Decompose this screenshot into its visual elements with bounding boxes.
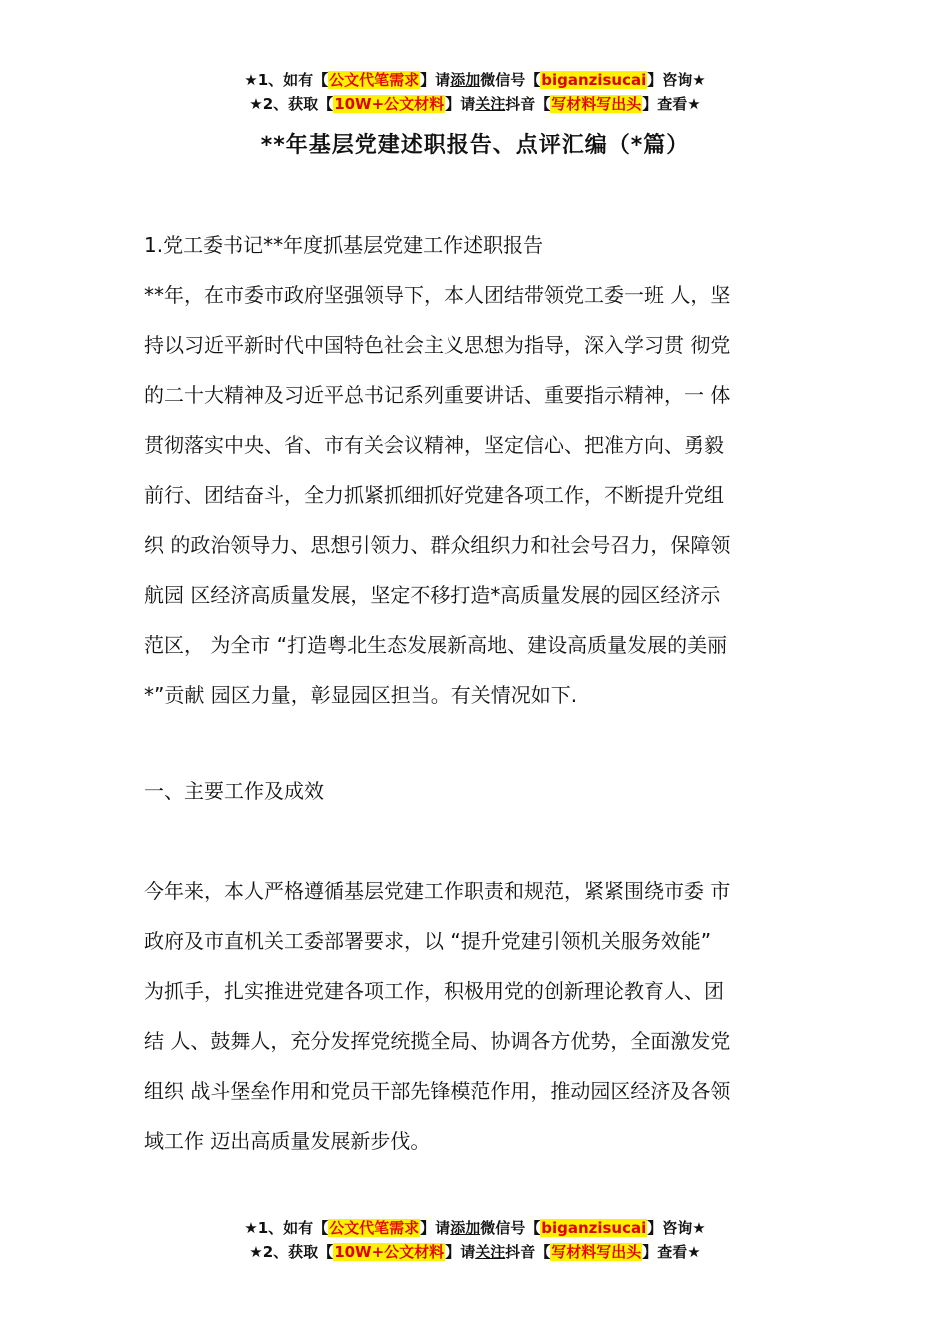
banner-text: 抖音【 [505, 95, 551, 113]
banner-line-1 [0, 68, 950, 92]
paragraph-line: 持以习近平新时代中国特色社会主义思想为指导，深入学习贯 彻党 [144, 333, 731, 357]
section-heading: 一、主要工作及成效 [144, 779, 324, 803]
paragraph-line: 组织 战斗堡垒作用和党员干部先锋模范作用，推动园区经济及各领 [144, 1079, 731, 1103]
highlight-service: 公文代笔需求 [329, 71, 420, 89]
paragraph-work [144, 866, 810, 1166]
highlight-wechat-id: biganzisucai [541, 71, 647, 89]
banner-text: ★1、如有【 [244, 1219, 329, 1237]
highlight-service: 公文代笔需求 [329, 1219, 420, 1237]
banner-text: 】查看★ [642, 1243, 701, 1261]
underlined-text: 关注 [475, 1243, 506, 1261]
banner-text: 微信号【 [480, 71, 541, 89]
banner-text: ★1、如有【 [244, 71, 329, 89]
banner-text: 】请 [420, 1219, 451, 1237]
paragraph-line: 为抓手，扎实推进党建各项工作，积极用党的创新理论教育人、团 [144, 979, 724, 1003]
paragraph-line: 航园 区经济高质量发展，坚定不移打造*高质量发展的园区经济示 [144, 583, 721, 607]
paragraph-line: 今年来，本人严格遵循基层党建工作职责和规范，紧紧围绕市委 市 [144, 879, 731, 903]
paragraph-line: 结 人、鼓舞人，充分发挥党统揽全局、协调各方优势，全面激发党 [144, 1029, 731, 1053]
paragraph-line: **年，在市委市政府坚强领导下，本人团结带领党工委一班 人，坚 [144, 283, 731, 307]
paragraph-line: 织 的政治领导力、思想引领力、群众组织力和社会号召力，保障领 [144, 533, 731, 557]
highlight-wechat-id: biganzisucai [541, 1219, 647, 1237]
underlined-text: 关注 [475, 95, 506, 113]
banner-line-2 [0, 1240, 950, 1264]
banner-text: 微信号【 [480, 1219, 541, 1237]
underlined-text: 添加 [450, 1219, 481, 1237]
banner-text: 】咨询★ [647, 1219, 706, 1237]
bottom-banner [0, 1216, 950, 1264]
banner-text: 】咨询★ [647, 71, 706, 89]
paragraph-line: 政府及市直机关工委部署要求，以 “提升党建引领机关服务效能” [144, 929, 712, 953]
paragraph-line: *”贡献 园区力量，彰显园区担当。有关情况如下. [144, 683, 578, 707]
paragraph-line: 的二十大精神及习近平总书记系列重要讲话、重要指示精神，一 体 [144, 383, 731, 407]
highlight-douyin: 写材料写出头 [551, 95, 642, 113]
document-title: **年基层党建述职报告、点评汇编（*篇） [260, 133, 690, 158]
banner-line-1 [0, 1216, 950, 1240]
paragraph-line: 范区， 为全市 “打造粤北生态发展新高地、建设高质量发展的美丽 [144, 633, 728, 657]
banner-line-2 [0, 92, 950, 116]
highlight-materials: 10W+公文材料 [334, 1243, 445, 1261]
underlined-text: 添加 [450, 71, 481, 89]
banner-text: 】查看★ [642, 95, 701, 113]
banner-text: ★2、获取【 [249, 1243, 334, 1261]
report-heading: 1.党工委书记**年度抓基层党建工作述职报告 [144, 233, 544, 257]
banner-text: 】请 [445, 1243, 476, 1261]
banner-text: 】请 [420, 71, 451, 89]
highlight-materials: 10W+公文材料 [334, 95, 445, 113]
top-banner [0, 68, 950, 116]
highlight-douyin: 写材料写出头 [551, 1243, 642, 1261]
banner-text: 】请 [445, 95, 476, 113]
paragraph-line: 域工作 迈出高质量发展新步伐。 [144, 1129, 431, 1153]
banner-text: ★2、获取【 [249, 95, 334, 113]
paragraph-line: 贯彻落实中央、省、市有关会议精神，坚定信心、把准方向、勇毅 [144, 433, 724, 457]
banner-text: 抖音【 [505, 1243, 551, 1261]
paragraph-intro [144, 270, 810, 720]
paragraph-line: 前行、团结奋斗，全力抓紧抓细抓好党建各项工作，不断提升党组 [144, 483, 724, 507]
